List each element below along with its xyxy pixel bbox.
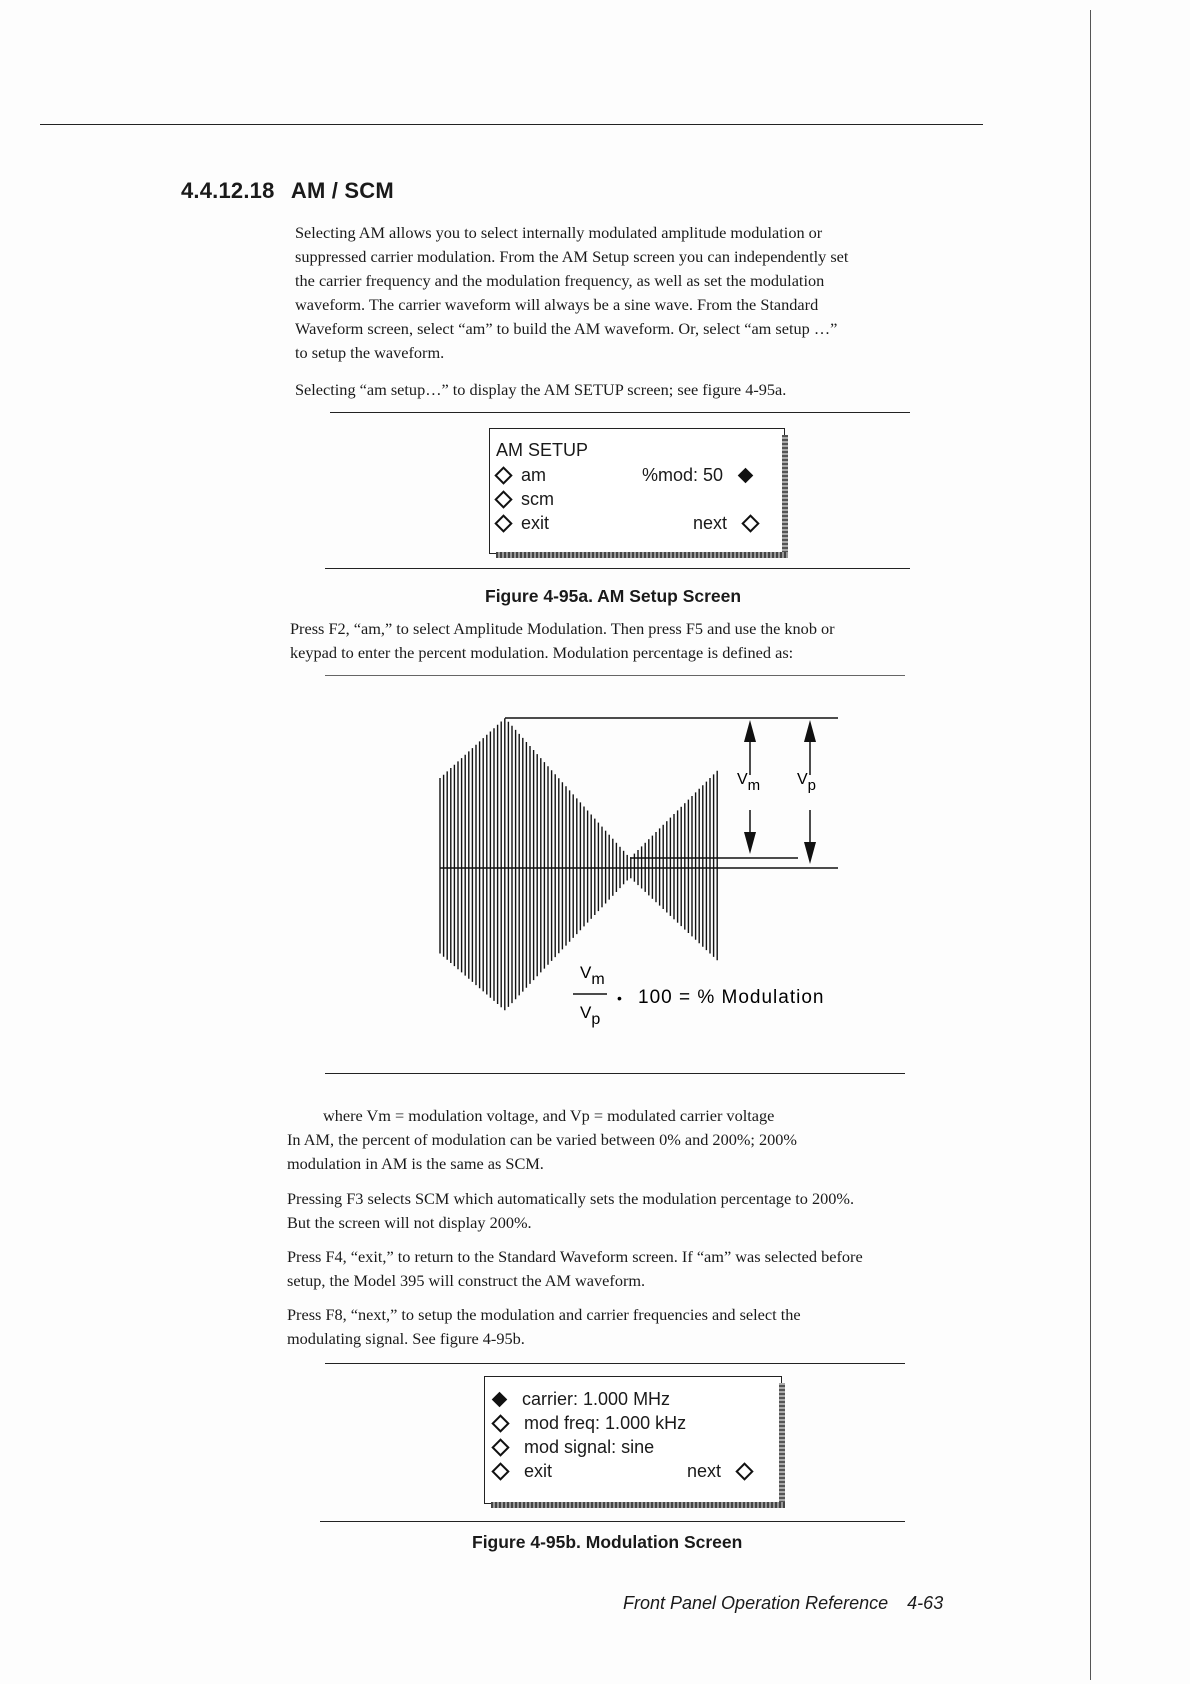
- text-line: waveform. The carrier waveform will always be a sine wave. From the Standard: [295, 295, 819, 314]
- text-line: Press F2, “am,” to select Amplitude Modulation. Then press F5 and use the knob or: [290, 619, 835, 638]
- mod-percent-field[interactable]: [642, 465, 757, 486]
- menu-item-am[interactable]: [494, 465, 546, 486]
- vm-label: Vm: [737, 771, 761, 794]
- am-modulation-diagram: [430, 700, 850, 1050]
- footer-title: Front Panel Operation Reference: [623, 1593, 889, 1613]
- vp-arrowhead-down: [804, 842, 816, 864]
- formula-dot: •: [617, 990, 622, 1006]
- page-edge-line: [1090, 10, 1091, 1680]
- press-f2-paragraph: [290, 617, 1010, 665]
- vm-arrowhead-up: [744, 720, 756, 742]
- mod-signal-value: mod signal: sine: [524, 1437, 655, 1457]
- am-range-paragraph: [287, 1128, 1007, 1176]
- menu-label: exit: [524, 1461, 553, 1481]
- text-line: Selecting AM allows you to select internally modulated amplitude modulation or: [295, 223, 823, 242]
- figure-b-bottom-rule: [320, 1521, 905, 1522]
- screen-shadow: [779, 1383, 785, 1507]
- text-line: the carrier frequency and the modulation frequency, as well as set the modulation: [295, 271, 825, 290]
- menu-label: scm: [521, 489, 555, 509]
- text-line: keypad to enter the percent modulation. Modulation percentage is defined as:: [290, 643, 794, 662]
- text-line: suppressed carrier modulation. From the AM Setup screen you can independently set: [295, 247, 849, 266]
- figure-b-caption: Figure 4-95b. Modulation Screen: [472, 1532, 743, 1552]
- diamond-outline-icon: [494, 467, 512, 485]
- mod-signal-field[interactable]: [491, 1437, 654, 1458]
- text-line: setup, the Model 395 will construct the AM waveform.: [287, 1271, 646, 1290]
- diagram-top-rule: [325, 675, 905, 676]
- text-line: modulating signal. See figure 4-95b.: [287, 1329, 525, 1348]
- diamond-outline-icon: [494, 515, 512, 533]
- modulation-screen: [484, 1376, 782, 1504]
- figure-a-bottom-rule: [325, 568, 910, 569]
- screen-shadow: [496, 552, 788, 558]
- am-setup-screen: [489, 428, 785, 554]
- text-line: In AM, the percent of modulation can be varied between 0% and 200%; 200%: [287, 1130, 797, 1149]
- diagram-bottom-rule: [325, 1073, 905, 1074]
- section-title: AM / SCM: [290, 178, 394, 203]
- mod-freq-value: mod freq: 1.000 kHz: [524, 1413, 687, 1433]
- carrier-value: carrier: 1.000 MHz: [522, 1389, 671, 1409]
- diamond-outline-icon: [491, 1439, 509, 1457]
- formula-vp: Vp: [580, 1003, 601, 1028]
- diamond-outline-icon: [491, 1415, 509, 1433]
- diamond-outline-icon: [741, 515, 759, 533]
- section-heading: [181, 178, 394, 204]
- mod-freq-field[interactable]: [491, 1413, 686, 1434]
- text-line: But the screen will not display 200%.: [287, 1213, 532, 1232]
- intro-paragraph: [295, 221, 995, 365]
- setup-sentence: Selecting “am setup…” to display the AM SETUP screen; see figure 4-95a.: [295, 380, 787, 399]
- vm-arrowhead-down: [744, 832, 756, 854]
- text-line: Waveform screen, select “am” to build the AM waveform. Or, select “am setup …”: [295, 319, 838, 338]
- text-line: Press F4, “exit,” to return to the Standard Waveform screen. If “am” was selected before: [287, 1247, 863, 1266]
- menu-item-exit[interactable]: [494, 513, 549, 534]
- diamond-outline-icon: [491, 1463, 509, 1481]
- diamond-filled-icon: [738, 468, 754, 484]
- f8-paragraph: [287, 1303, 1007, 1351]
- f4-paragraph: [287, 1245, 1007, 1293]
- text-line: modulation in AM is the same as SCM.: [287, 1154, 544, 1173]
- menu-label: exit: [521, 513, 550, 533]
- formula-text: 100 = % Modulation: [638, 987, 825, 1008]
- menu-label: am: [521, 465, 547, 485]
- carrier-waveform: [440, 718, 717, 1010]
- screen-shadow: [782, 435, 788, 557]
- menu-item-next[interactable]: [693, 513, 763, 534]
- screen-shadow: [491, 1502, 785, 1508]
- menu-label: next: [687, 1461, 722, 1481]
- menu-item-exit[interactable]: [491, 1461, 552, 1482]
- vp-arrowhead-up: [804, 720, 816, 742]
- formula-vm: Vm: [580, 963, 605, 988]
- menu-item-scm[interactable]: [494, 489, 554, 510]
- figure-a-top-rule: [330, 412, 910, 413]
- diamond-filled-icon: [492, 1392, 508, 1408]
- page-number: 4-63: [907, 1593, 944, 1613]
- text-line: Press F8, “next,” to setup the modulation and carrier frequencies and select the: [287, 1305, 801, 1324]
- diamond-outline-icon: [735, 1463, 753, 1481]
- f3-paragraph: [287, 1187, 1007, 1235]
- carrier-field[interactable]: [491, 1389, 670, 1410]
- menu-item-next[interactable]: [687, 1461, 757, 1482]
- diamond-outline-icon: [494, 491, 512, 509]
- mod-percent-value: %mod: 50: [642, 465, 724, 485]
- vp-label: Vp: [797, 771, 817, 794]
- text-line: Pressing F3 selects SCM which automatically sets the modulation percentage to 200%.: [287, 1189, 855, 1208]
- top-rule: [40, 124, 983, 125]
- figure-b-top-rule: [325, 1363, 905, 1364]
- page-footer: [623, 1593, 943, 1614]
- figure-a-caption: Figure 4-95a. AM Setup Screen: [485, 586, 742, 606]
- section-number: 4.4.12.18: [181, 178, 275, 203]
- screen-title: AM SETUP: [496, 440, 589, 460]
- where-line: where Vm = modulation voltage, and Vp = modulated carrier voltage: [323, 1106, 775, 1125]
- text-line: to setup the waveform.: [295, 343, 445, 362]
- menu-label: next: [693, 513, 728, 533]
